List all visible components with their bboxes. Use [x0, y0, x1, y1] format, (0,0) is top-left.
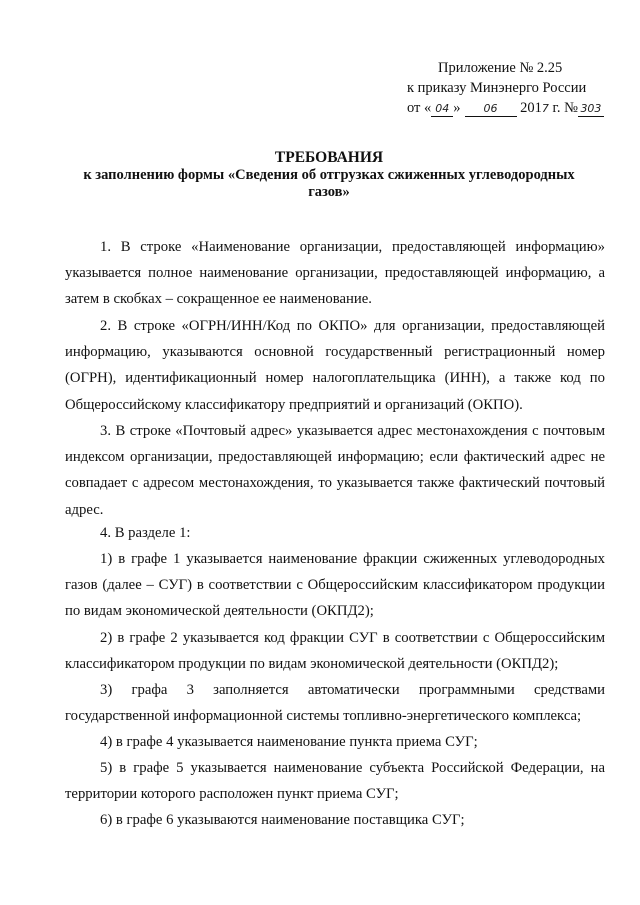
paragraph-text: 1. В строке «Наименование организации, предоставляющей информацию» указывается полное наименование организации, предоставляющей информацию, а затем в скобках – сокращенное ее наименование. [65, 239, 605, 308]
annex-quote-close: » [453, 100, 461, 116]
paragraph-text: 6) в графе 6 указываются наименование поставщика СУГ; [100, 812, 465, 828]
annex-block [407, 58, 604, 119]
annex-month-field [465, 101, 517, 117]
paragraph-4 [65, 520, 605, 546]
paragraph-1 [65, 234, 605, 313]
annex-year-suffix: г. № [548, 100, 578, 116]
list-item-3 [65, 677, 605, 729]
paragraph-text: 4. В разделе 1: [100, 525, 191, 541]
list-item-4 [65, 729, 605, 755]
annex-year-prefix: 201 [520, 100, 542, 116]
paragraph-3 [65, 418, 605, 523]
paragraph-text: 1) в графе 1 указывается наименование фракции сжиженных углеводородных газов (далее – СУГ) в соответствии с Общероссийским классификатором продукции по видам экономической деятельности (ОКПД2); [65, 551, 605, 620]
paragraph-text: 3) графа 3 заполняется автоматически программными средствами государственной информационной системы топливно-энергетического комплекса; [65, 682, 605, 725]
paragraph-text: 5) в графе 5 указывается наименование субъекта Российской Федерации, на территории которого расположен пункт приема СУГ; [65, 760, 605, 803]
annex-year-digit: 7 [541, 102, 549, 115]
paragraph-2 [65, 313, 605, 418]
annex-number: 303 [580, 102, 602, 115]
list-item-2 [65, 625, 605, 677]
document-heading: ТРЕБОВАНИЯ [274, 149, 384, 166]
annex-date-number [407, 98, 604, 119]
paragraph-text: 4) в графе 4 указывается наименование пункта приема СУГ; [100, 734, 478, 750]
annex-prefix: от « [407, 100, 432, 116]
list-item-5 [65, 755, 605, 807]
paragraph-text: 2. В строке «ОГРН/ИНН/Код по ОКПО» для организации, предоставляющей информацию, указываются основной государственный регистрационный номер (ОГРН), идентификационный номер налогоплательщика (ИНН), а также код по Общероссийскому классификатору предприятий и организаций (ОКПО). [65, 318, 605, 413]
paragraph-text: 2) в графе 2 указывается код фракции СУГ в соответствии с Общероссийским классификатором продукции по видам экономической деятельности (ОКПД2); [65, 630, 605, 673]
list-item-1 [65, 546, 605, 625]
annex-day-field [431, 101, 453, 117]
annex-day: 04 [435, 102, 450, 115]
annex-month: 06 [483, 102, 498, 115]
annex-number-field [578, 101, 604, 117]
annex-order-reference: к приказу Минэнерго России [407, 80, 587, 96]
paragraph-text: 3. В строке «Почтовый адрес» указывается адрес местонахождения с почтовым индексом организации, предоставляющей информацию; если фактический адрес не совпадает с адресом местонахождения, то указывается также фактический почтовый адрес. [65, 423, 605, 518]
annex-title: Приложение № 2.25 [438, 60, 563, 76]
document-subheading: к заполнению формы «Сведения об отгрузках сжиженных углеводородных газов» [83, 167, 575, 200]
list-item-6 [65, 807, 605, 833]
